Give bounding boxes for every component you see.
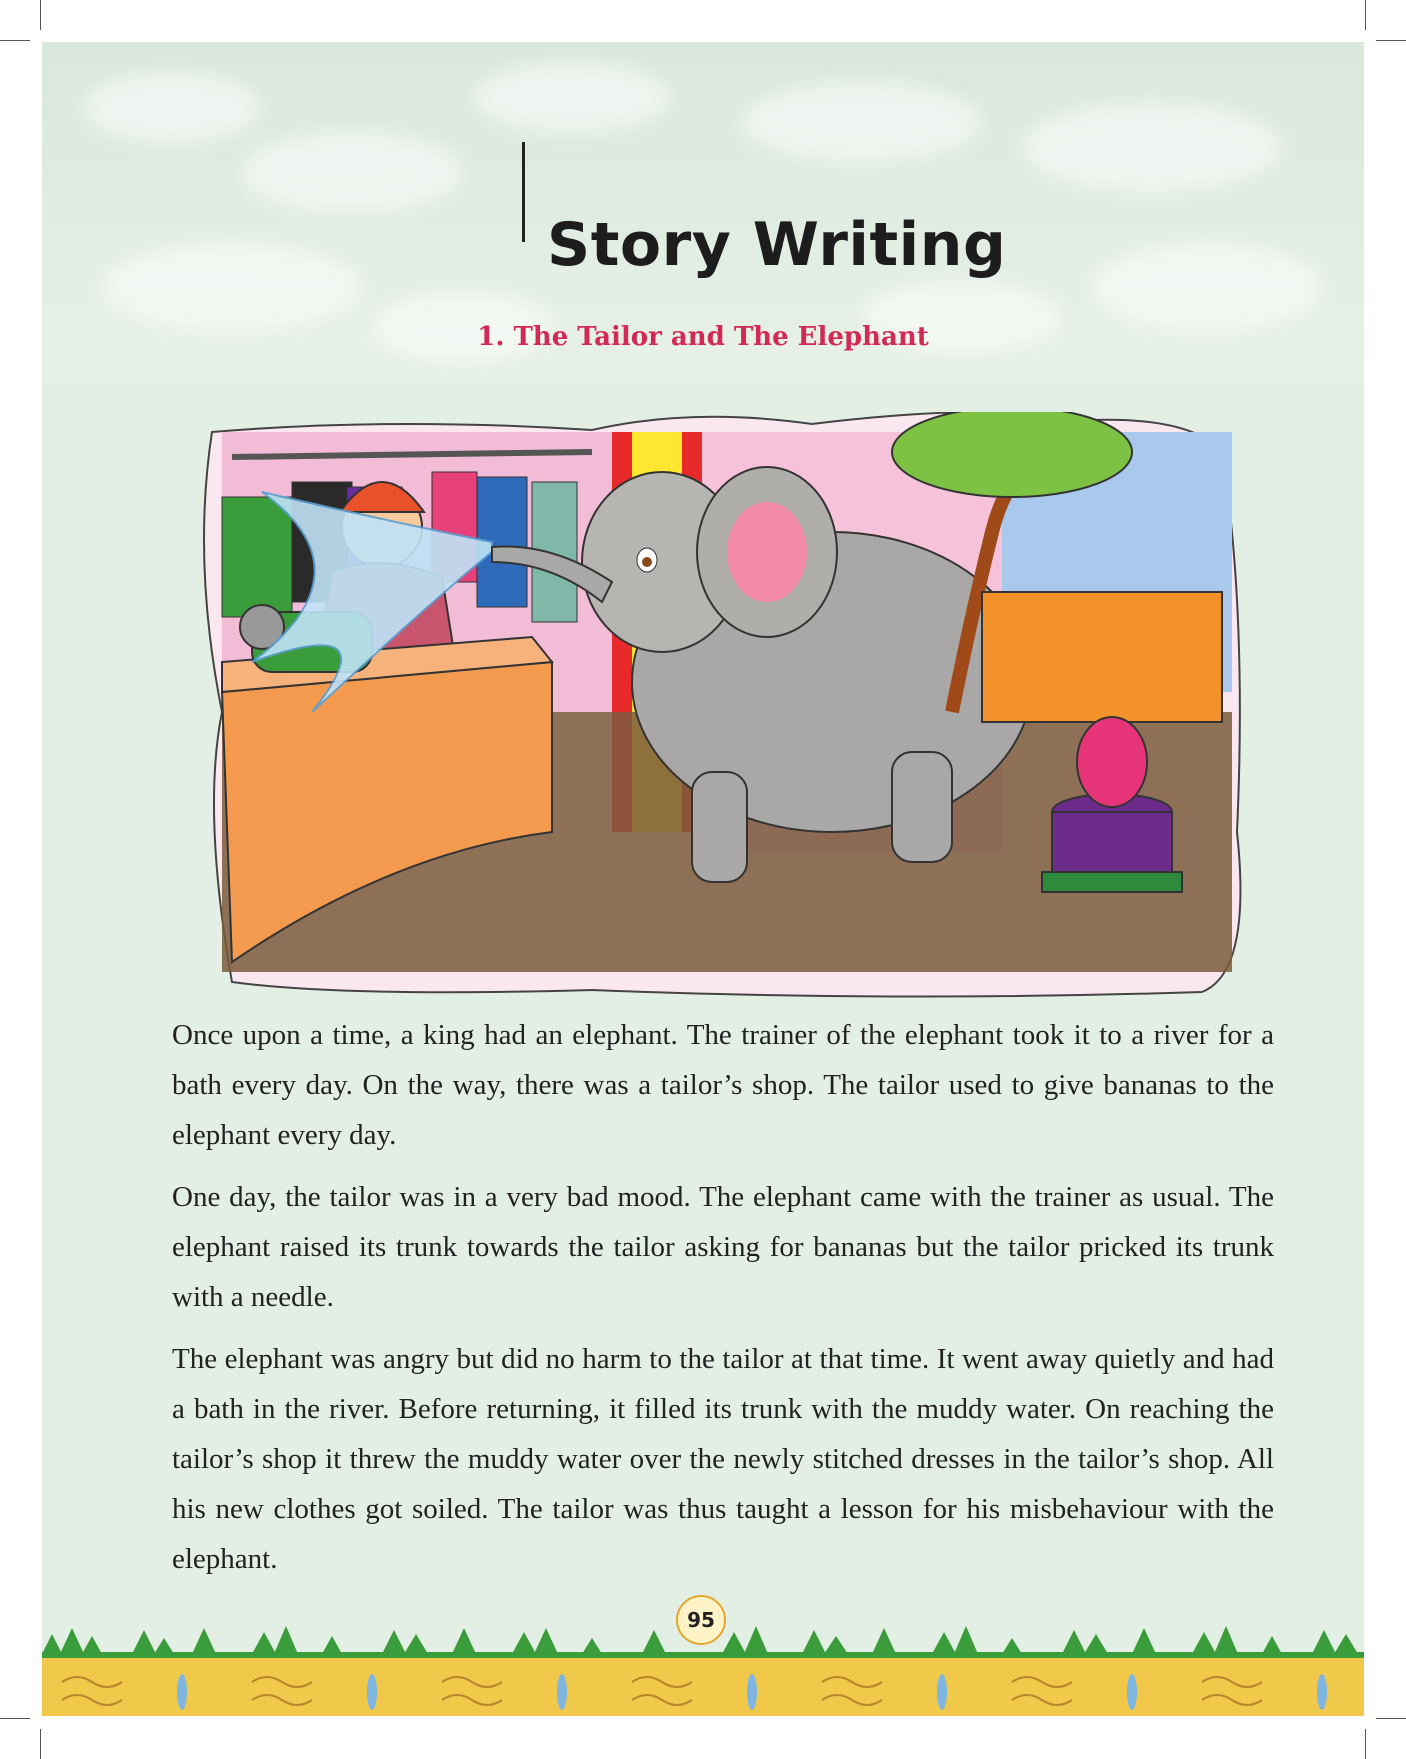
story-paragraph: Once upon a time, a king had an elephant. The trainer of the elephant took it to a river for a bath every day. On the way, there was a tailor’s shop. The tailor used to give bananas to the elephant every day. <box>172 1019 1274 1151</box>
crop-mark <box>1376 40 1406 41</box>
book-page <box>42 42 1364 1716</box>
crop-mark <box>1376 1718 1406 1719</box>
elephant-spraying-tailor-illustration <box>192 412 1252 1002</box>
crop-mark <box>0 1718 30 1719</box>
story-title: 1. The Tailor and The Elephant <box>477 322 929 352</box>
story-text <box>172 1010 1274 1596</box>
crop-mark <box>40 1729 41 1759</box>
page-number: 95 <box>676 1595 726 1645</box>
page-title: Story Writing <box>547 210 1007 280</box>
story-paragraph: One day, the tailor was in a very bad mood. The elephant came with the trainer as usual. The elephant raised its trunk towards the tailor asking for bananas but the tailor pricked its trunk with a needle. <box>172 1181 1274 1313</box>
title-divider <box>522 142 525 242</box>
story-paragraph: The elephant was angry but did no harm to the tailor at that time. It went away quietly and had a bath in the river. Before returning, it filled its trunk with the muddy water. On reaching the tailor’s shop it threw the muddy water over the newly stitched dresses in the tailor’s shop. All his new clothes got soiled. The tailor was thus taught a lesson for his misbehaviour with the elephant. <box>172 1343 1274 1575</box>
crop-mark <box>1365 0 1366 30</box>
crop-mark <box>0 40 30 41</box>
crop-mark <box>40 0 41 30</box>
crop-mark <box>1365 1729 1366 1759</box>
